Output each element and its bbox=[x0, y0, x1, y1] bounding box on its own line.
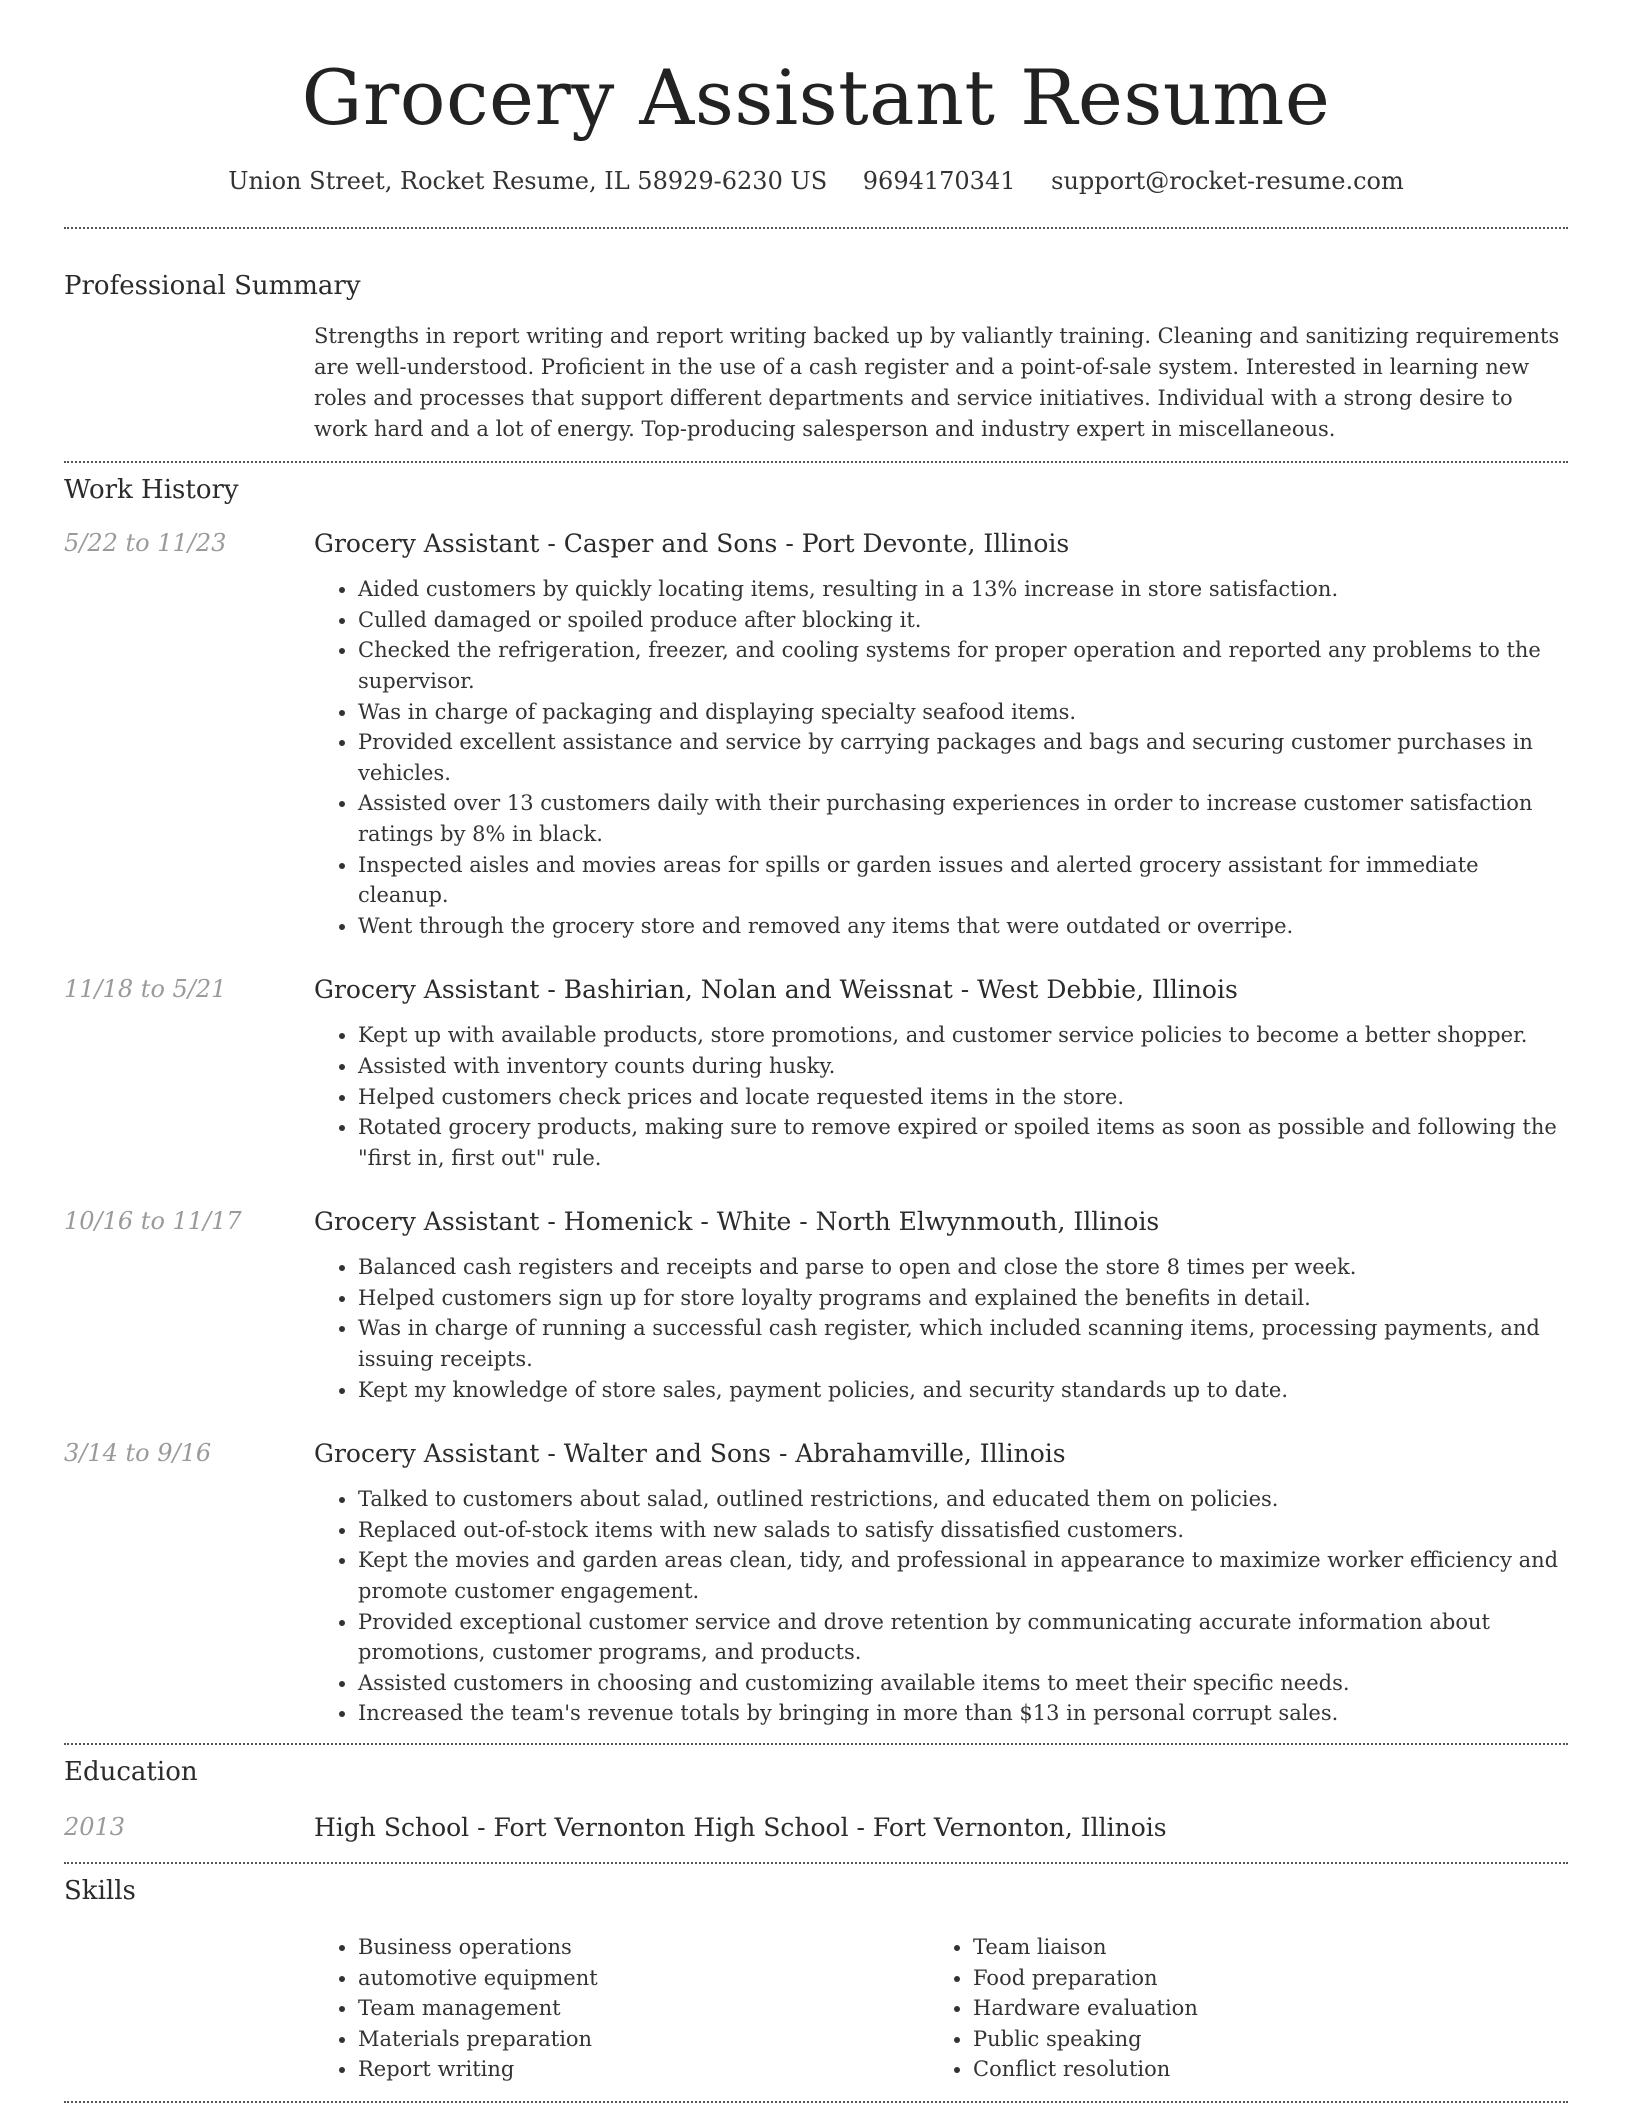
skill-item: • Food preparation bbox=[973, 1963, 1544, 1994]
list-item: • Aided customers by quickly locating items, resulting in a 13% increase in store satisfaction. bbox=[358, 574, 1568, 605]
job-title: Grocery Assistant - Bashirian, Nolan and Weissnat - West Debbie, Illinois bbox=[314, 975, 1238, 1005]
list-item: • Balanced cash registers and receipts and parse to open and close the store 8 times per week. bbox=[358, 1252, 1568, 1283]
contact-line bbox=[64, 167, 1568, 195]
list-item: • Provided exceptional customer service and drove retention by communicating accurate information about promotions, customer programs, and products. bbox=[358, 1607, 1568, 1668]
skills-section bbox=[64, 1864, 1568, 2085]
job-bullets bbox=[314, 1252, 1568, 1405]
list-item: • Provided excellent assistance and service by carrying packages and bags and securing customer purchases in vehicles. bbox=[358, 727, 1568, 788]
job-dates: 10/16 to 11/17 bbox=[64, 1207, 242, 1236]
skill-item: • Team management bbox=[358, 1993, 929, 2024]
list-item: • Helped customers sign up for store loyalty programs and explained the benefits in detail. bbox=[358, 1283, 1568, 1314]
list-item: • Culled damaged or spoiled produce after blocking it. bbox=[358, 605, 1568, 636]
contact-phone: 9694170341 bbox=[862, 167, 1016, 196]
list-item: • Kept the movies and garden areas clean, tidy, and professional in appearance to maximize worker efficiency and promote customer engagement. bbox=[358, 1545, 1568, 1606]
job-dates: 3/14 to 9/16 bbox=[64, 1439, 212, 1468]
list-item: • Rotated grocery products, making sure to remove expired or spoiled items as soon as possible and following the "first in, first out" rule. bbox=[358, 1112, 1568, 1173]
job-entry bbox=[64, 1439, 1568, 1729]
list-item: • Increased the team's revenue totals by bringing in more than $13 in personal corrupt sales. bbox=[358, 1698, 1568, 1729]
list-item: • Assisted over 13 customers daily with their purchasing experiences in order to increase customer satisfaction ratings by 8% in black. bbox=[358, 788, 1568, 849]
skill-item: • Business operations bbox=[358, 1932, 929, 1963]
summary-heading: Professional Summary bbox=[64, 271, 361, 302]
skill-item: • Hardware evaluation bbox=[973, 1993, 1544, 2024]
skills-list-right bbox=[929, 1932, 1544, 2085]
skill-item: • Materials preparation bbox=[358, 2024, 929, 2055]
job-entry bbox=[64, 975, 1568, 1173]
work-history-heading: Work History bbox=[64, 475, 239, 506]
job-dates: 5/22 to 11/23 bbox=[64, 529, 227, 558]
list-item: • Was in charge of packaging and displaying specialty seafood items. bbox=[358, 697, 1568, 728]
job-bullets bbox=[314, 574, 1568, 941]
education-dates: 2013 bbox=[64, 1813, 126, 1841]
resume-page bbox=[64, 0, 1568, 2103]
list-item: • Went through the grocery store and removed any items that were outdated or overripe. bbox=[358, 911, 1568, 942]
contact-email: support@rocket-resume.com bbox=[1051, 167, 1404, 196]
list-item: • Checked the refrigeration, freezer, and cooling systems for proper operation and reported any problems to the supervisor. bbox=[358, 635, 1568, 696]
education-section bbox=[64, 1745, 1568, 1842]
job-entry bbox=[64, 529, 1568, 941]
list-item: • Assisted customers in choosing and customizing available items to meet their specific needs. bbox=[358, 1668, 1568, 1699]
skill-item: • Report writing bbox=[358, 2054, 929, 2085]
skill-item: • Conflict resolution bbox=[973, 2054, 1544, 2085]
job-entry bbox=[64, 1207, 1568, 1405]
list-item: • Was in charge of running a successful cash register, which included scanning items, processing payments, and issuing receipts. bbox=[358, 1313, 1568, 1374]
list-item: • Talked to customers about salad, outlined restrictions, and educated them on policies. bbox=[358, 1484, 1568, 1515]
job-title: Grocery Assistant - Walter and Sons - Abrahamville, Illinois bbox=[314, 1439, 1066, 1469]
list-item: • Helped customers check prices and locate requested items in the store. bbox=[358, 1082, 1568, 1113]
job-title: Grocery Assistant - Homenick - White - North Elwynmouth, Illinois bbox=[314, 1207, 1160, 1237]
job-dates: 11/18 to 5/21 bbox=[64, 975, 227, 1004]
skill-item: • automotive equipment bbox=[358, 1963, 929, 1994]
work-history-section bbox=[64, 463, 1568, 1729]
resume-title: Grocery Assistant Resume bbox=[301, 53, 1331, 142]
education-title: High School - Fort Vernonton High School - Fort Vernonton, Illinois bbox=[314, 1813, 1167, 1842]
contact-address: Union Street, Rocket Resume, IL 58929-6230 US bbox=[228, 167, 828, 196]
skills-list-left bbox=[314, 1932, 929, 2085]
list-item: • Kept my knowledge of store sales, payment policies, and security standards up to date. bbox=[358, 1375, 1568, 1406]
list-item: • Assisted with inventory counts during husky. bbox=[358, 1051, 1568, 1082]
divider bbox=[64, 2101, 1568, 2103]
skill-item: • Team liaison bbox=[973, 1932, 1544, 1963]
summary-section bbox=[64, 229, 1568, 445]
list-item: • Inspected aisles and movies areas for spills or garden issues and alerted grocery assistant for immediate cleanup. bbox=[358, 850, 1568, 911]
job-title: Grocery Assistant - Casper and Sons - Port Devonte, Illinois bbox=[314, 529, 1070, 559]
list-item: • Replaced out-of-stock items with new salads to satisfy dissatisfied customers. bbox=[358, 1515, 1568, 1546]
job-bullets bbox=[314, 1020, 1568, 1173]
summary-text: Strengths in report writing and report writing backed up by valiantly training. Cleaning and sanitizing requirements are well-understood. Proficient in the use of a cash register and a point-of-sale system. Interested in learning new roles and processes that support different departments and service initiatives. Individual with a strong desire to work hard and a lot of energy. Top-producing salesperson and industry expert in miscellaneous. bbox=[314, 324, 1560, 442]
education-heading: Education bbox=[64, 1757, 198, 1787]
skills-heading: Skills bbox=[64, 1876, 136, 1906]
list-item: • Kept up with available products, store promotions, and customer service policies to become a better shopper. bbox=[358, 1020, 1568, 1051]
skill-item: • Public speaking bbox=[973, 2024, 1544, 2055]
job-bullets bbox=[314, 1484, 1568, 1729]
